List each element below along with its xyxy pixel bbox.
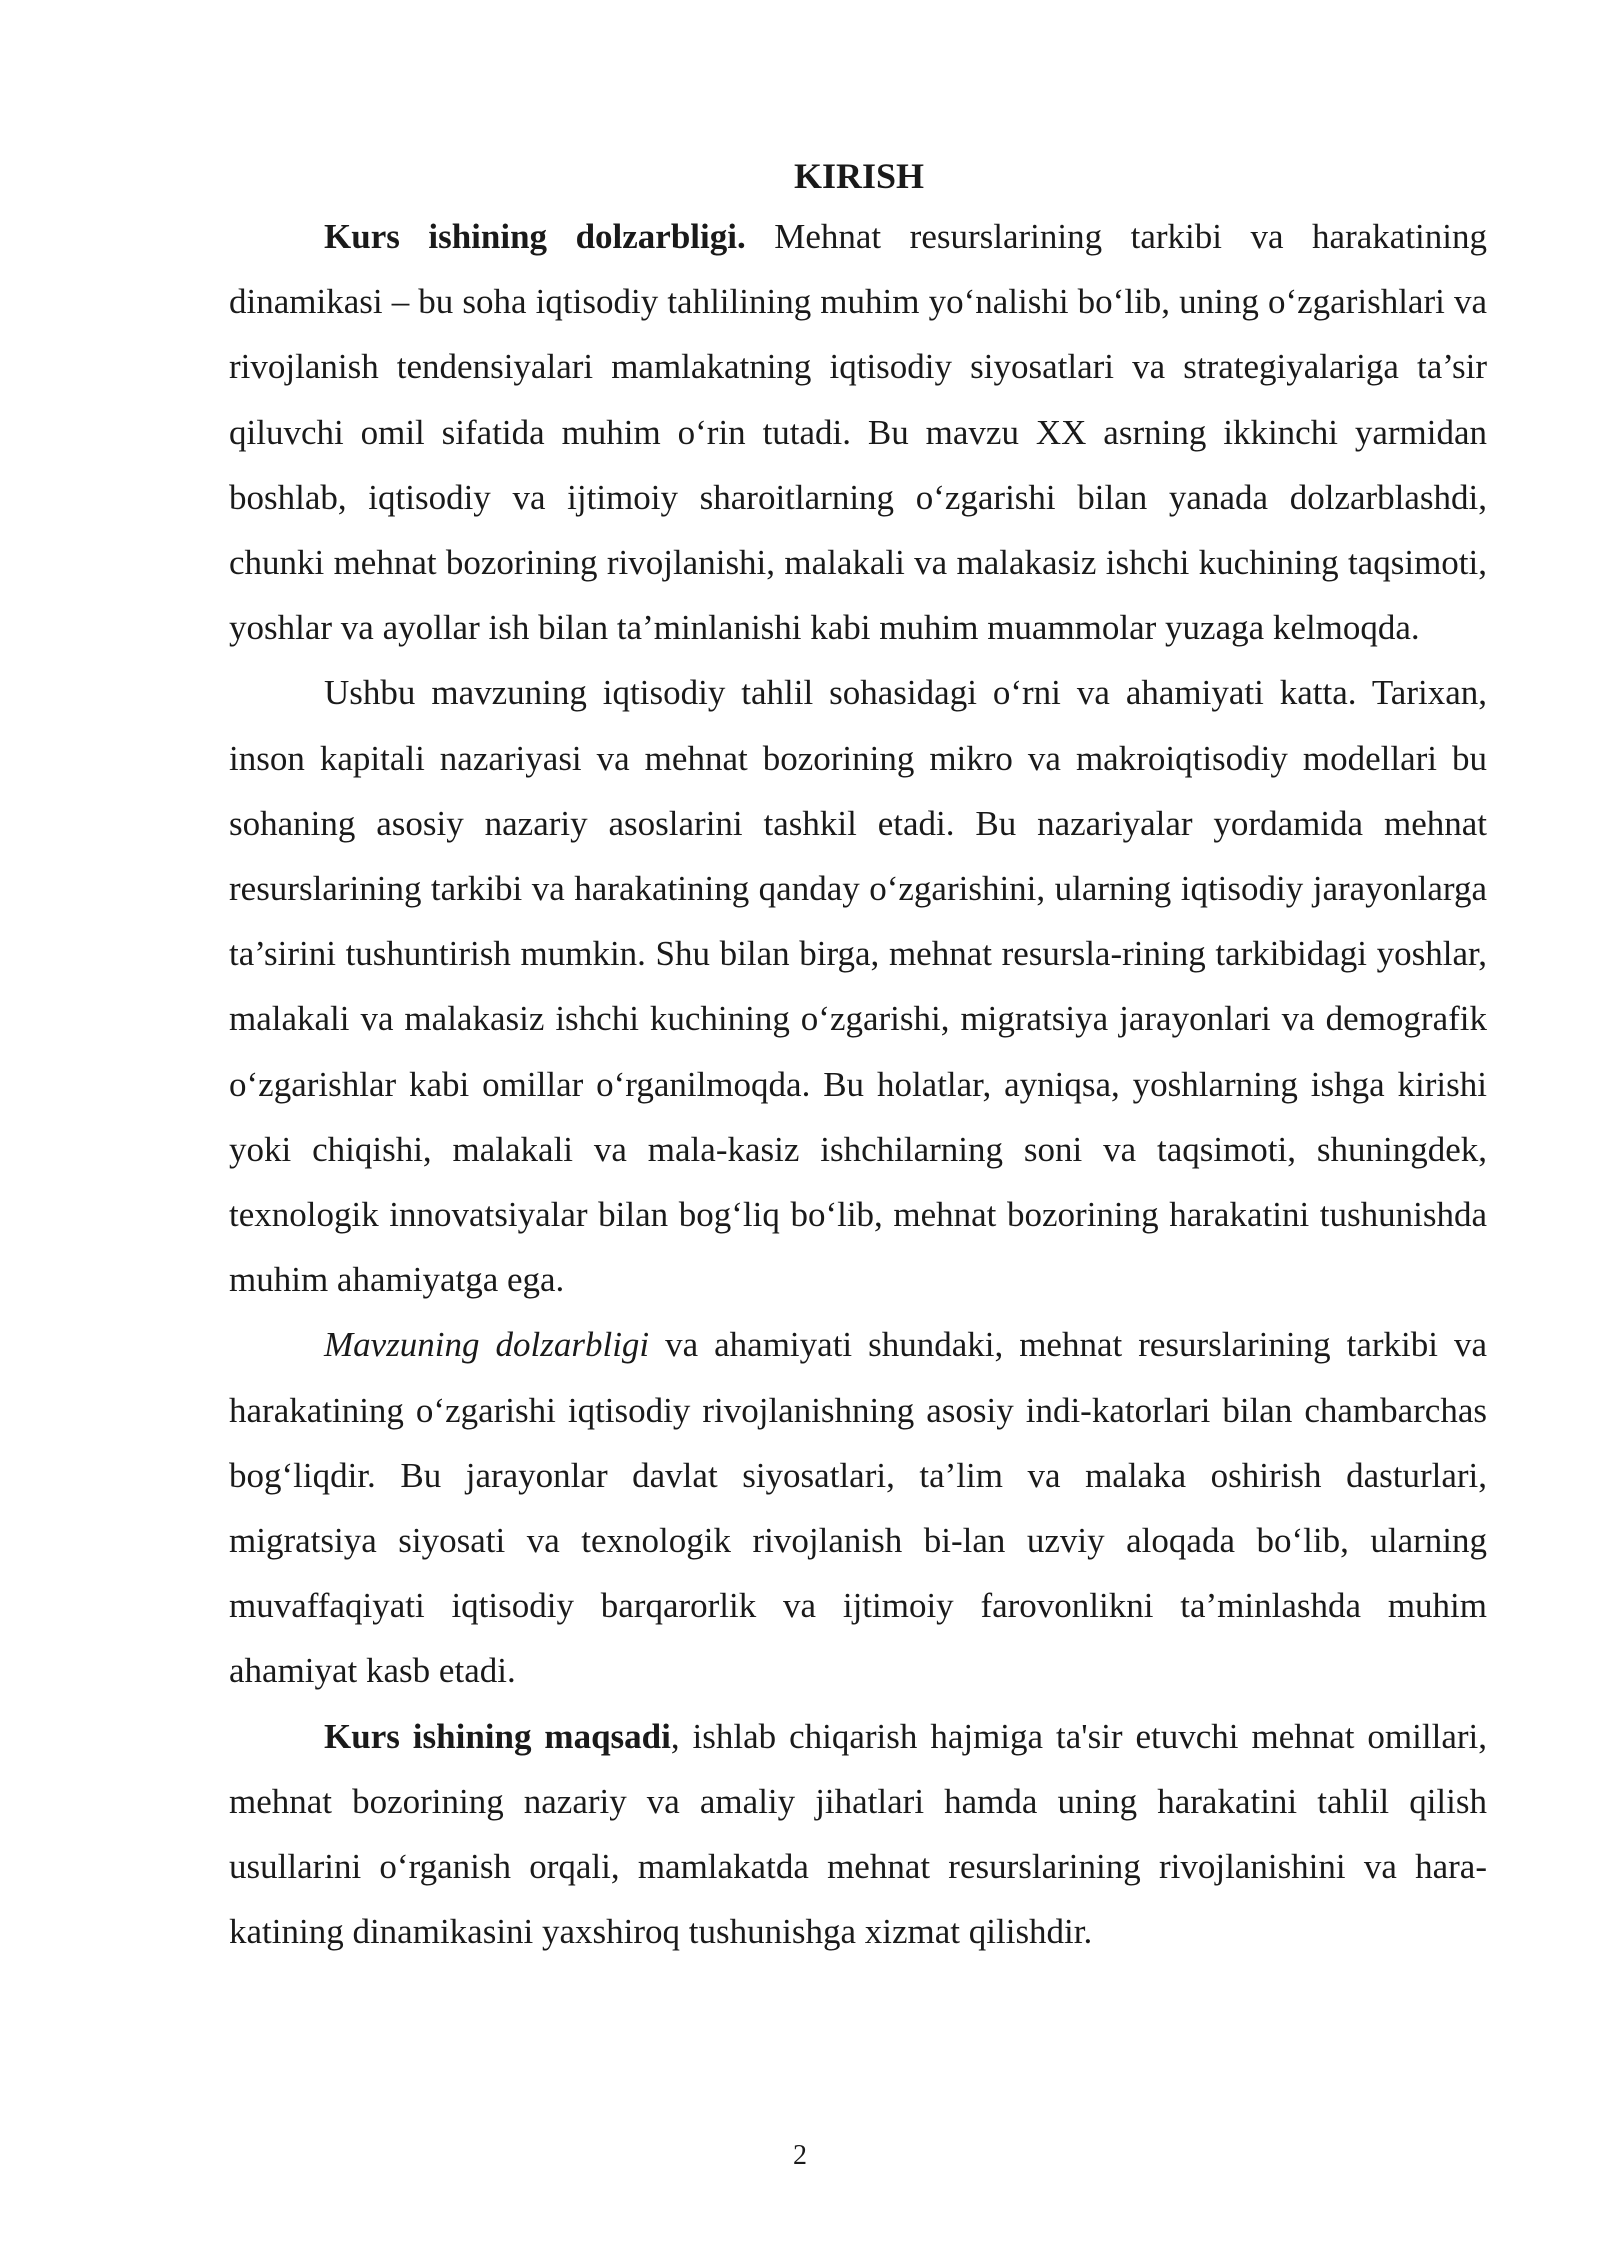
page-body — [229, 148, 1487, 1964]
paragraph-text: , ishlab chiqarish hajmiga ta'sir etuvchi mehnat omillari, mehnat bozorining nazariy va amaliy jihatlari hamda uning harakatini tahlil qilish usullarini oʻrganish orqali, mamlakatda mehnat resurslarining rivojlanishini va hara-katining dinamikasini yaxshiroq tushunishga xizmat qilishdir. — [229, 1716, 1487, 1952]
page-number: 2 — [793, 2140, 807, 2171]
paragraph-relevance — [229, 204, 1487, 660]
paragraph-text: Ushbu mavzuning iqtisodiy tahlil sohasidagi oʻrni va ahamiyati katta. Tarixan, inson kapitali nazariyasi va mehnat bozorining mikro va makroiqtisodiy modellari bu sohaning asosiy nazariy asoslarini tashkil etadi. Bu nazariyalar yordamida mehnat resurslarining tarkibi va harakatining qanday oʻzgarishini, ularning iqtisodiy jarayonlarga ta’sirini tushuntirish mumkin. Shu bilan birga, mehnat resursla-rining tarkibidagi yoshlar, malakali va malakasiz ishchi kuchining oʻzgarishi, migratsiya jarayonlari va demografik oʻzgarishlar kabi omillar oʻrganilmoqda. Bu holatlar, ayniqsa, yoshlarning ishga kirishi yoki chiqishi, malakali va mala-kasiz ishchilarning soni va taqsimoti, shuningdek, texnologik innovatsiyalar bilan bogʻliq boʻlib, mehnat bozorining harakatini tushunishda muhim ahamiyatga ega. — [229, 673, 1487, 1300]
section-title: KIRISH — [793, 156, 925, 196]
paragraph-lead-italic: Mavzuning dolzarbligi — [324, 1325, 650, 1365]
paragraph-topic-relevance — [229, 1312, 1487, 1703]
paragraph-text: Mehnat resurslarining tarkibi va harakatining dinamikasi – bu soha iqtisodiy tahlilining muhim yoʻnalishi boʻlib, uning oʻzgarishlari va rivojlanish tendensiyalari mamlakatning iqtisodiy siyosatlari va strategiyalariga ta’sir qiluvchi omil sifatida muhim oʻrin tutadi. Bu mavzu XX asrning ikkinchi yarmidan boshlab, iqtisodiy va ijtimoiy sharoitlarning oʻzgarishi bilan yanada dolzarblashdi, chunki mehnat bozorining rivojlanishi, malakali va malakasiz ishchi kuchining taqsimoti, yoshlar va ayollar ish bilan ta’minlanishi kabi muhim muammolar yuzaga kelmoqda. — [229, 217, 1487, 648]
paragraph-goal — [229, 1704, 1487, 1965]
paragraph-lead-bold: Kurs ishining dolzarbligi. — [324, 217, 746, 256]
paragraph-lead-bold: Kurs ishining maqsadi — [324, 1716, 671, 1756]
paragraph-theory — [229, 660, 1487, 1312]
paragraph-text: va ahamiyati shundaki, mehnat resurslarining tarkibi va harakatining oʻzgarishi iqtisodiy rivojlanishning asosiy indi-katorlari bilan chambarchas bogʻliqdir. Bu jarayonlar davlat siyosatlari, ta’lim va malaka oshirish dasturlari, migratsiya siyosati va texnologik rivojlanish bi-lan uzviy aloqada boʻlib, ularning muvaffaqiyati iqtisodiy barqarorlik va ijtimoiy farovonlikni ta’minlashda muhim ahamiyat kasb etadi. — [229, 1325, 1487, 1691]
